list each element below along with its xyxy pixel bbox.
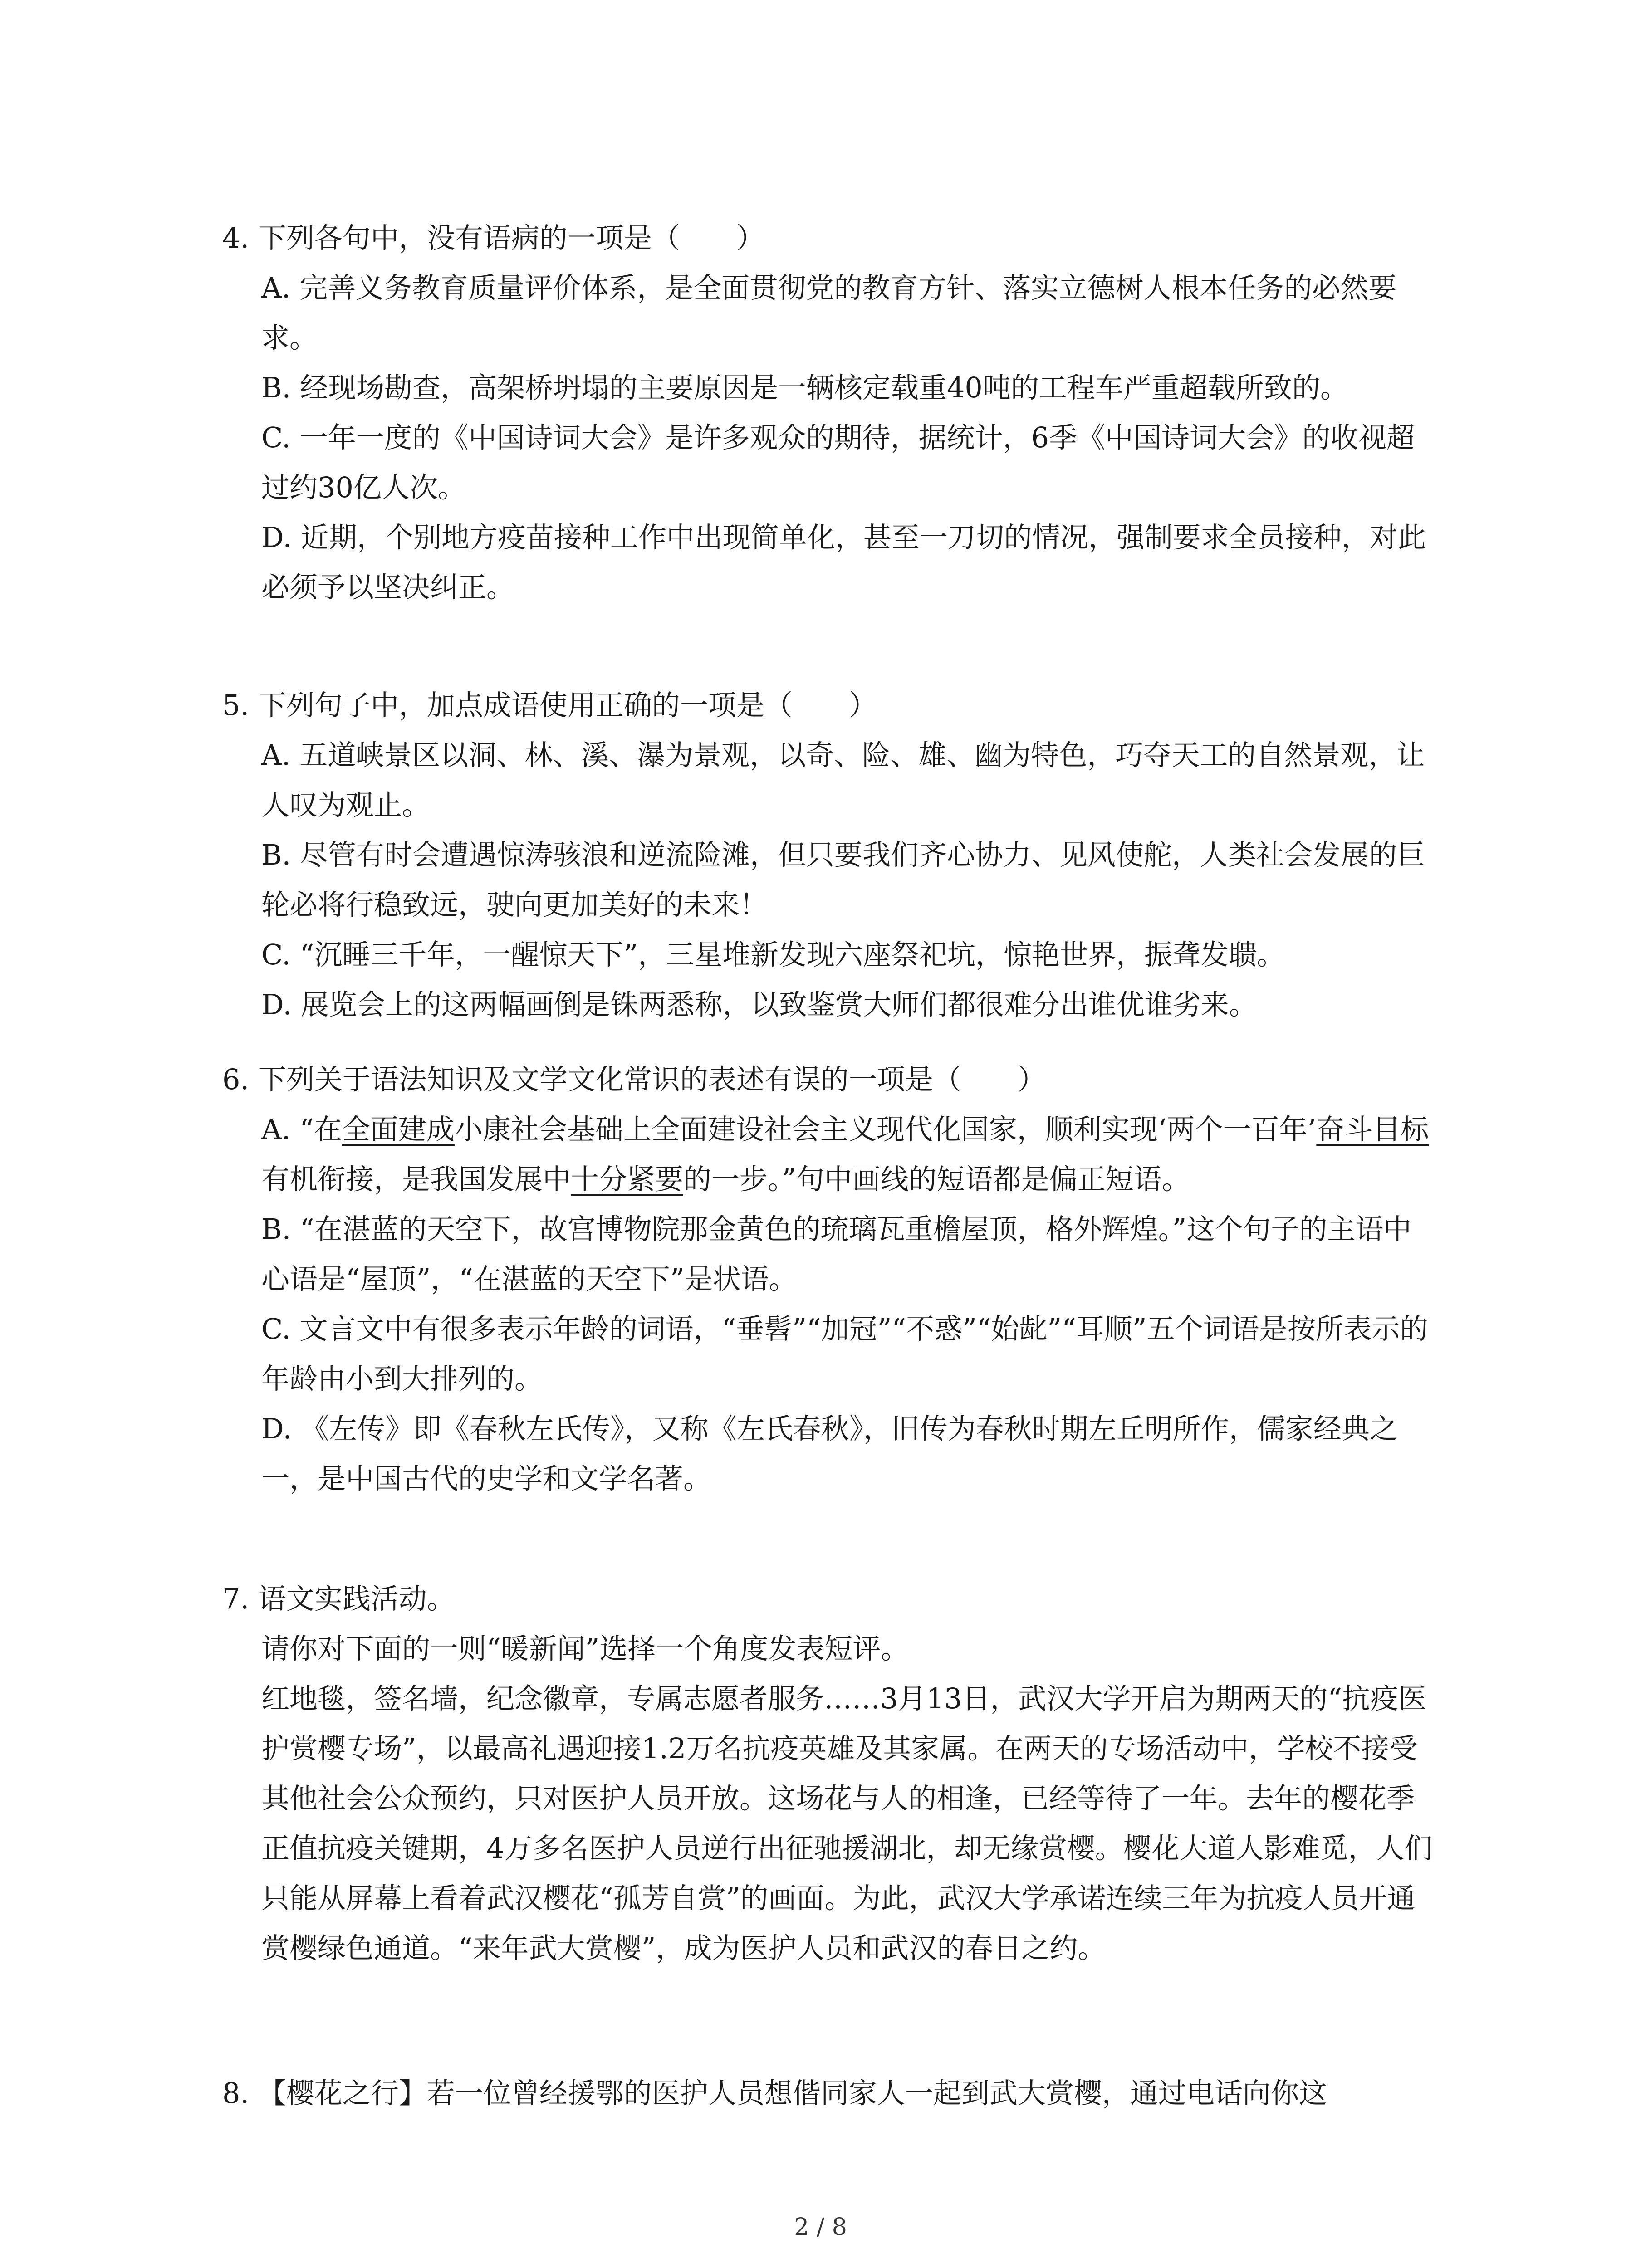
question-4-option-b: B. 经现场勘查，高架桥坍塌的主要原因是一辆核定载重40吨的工程车严重超载所致的。 <box>261 371 1348 404</box>
question-5-option-d: D. 展览会上的这两幅画倒是铢两悉称，以致鉴赏大师们都很难分出谁优谁劣来。 <box>261 988 1257 1021</box>
question-6 <box>222 1055 1438 1504</box>
option-a-text-1: A. “在 <box>261 1113 342 1146</box>
question-8-stem: 8. 【樱花之行】若一位曾经援鄂的医护人员想偕同家人一起到武大赏樱，通过电话向你这 <box>222 2077 1327 2110</box>
question-7-prompt: 请你对下面的一则“暖新闻”选择一个角度发表短评。 <box>261 1632 909 1665</box>
question-4-option-c: C. 一年一度的《中国诗词大会》是许多观众的期待，据统计，6季《中国诗词大会》的收视超过约30亿人次。 <box>261 421 1415 504</box>
question-4-stem: 4. 下列各句中，没有语病的一项是（ ） <box>222 221 764 254</box>
question-4-options <box>222 263 1438 612</box>
question-7-passage: 红地毯，签名墙，纪念徽章，专属志愿者服务……3月13日，武汉大学开启为期两天的“抗疫医护赏樱专场”，以最高礼遇迎接1.2万名抗疫英雄及其家属。在两天的专场活动中，学校不接受其他社会公众预约，只对医护人员开放。这场花与人的相逢，已经等待了一年。去年的樱花季正值抗疫关键期，4万多名医护人员逆行出征驰援湖北，却无缘赏樱。樱花大道人影难觅，人们只能从屏幕上看着武汉樱花“孤芳自赏”的画面。为此，武汉大学承诺连续三年为抗疫人员开通赏樱绿色通道。“来年武大赏樱”，成为医护人员和武汉的春日之约。 <box>261 1682 1433 1965</box>
question-4-option-a: A. 完善义务教育质量评价体系，是全面贯彻党的教育方针、落实立德树人根本任务的必然要求。 <box>261 271 1397 354</box>
question-7-body <box>222 1624 1438 1973</box>
question-7 <box>222 1574 1438 1973</box>
question-6-option-a <box>261 1105 1438 1204</box>
page-number: 2 / 8 <box>794 2214 847 2241</box>
option-a-text-4: 的一步。”句中画线的短语都是偏正短语。 <box>683 1163 1190 1196</box>
question-6-option-c: C. 文言文中有很多表示年龄的词语，“垂髫”“加冠”“不惑”“始龀”“耳顺”五个词语是按所表示的年龄由小到大排列的。 <box>261 1312 1428 1395</box>
question-5-stem: 5. 下列句子中，加点成语使用正确的一项是（ ） <box>222 689 877 722</box>
option-a-text-3: 有机衔接，是我国发展中 <box>261 1163 571 1196</box>
question-6-option-d: D. 《左传》即《春秋左氏传》，又称《左氏春秋》，旧传为春秋时期左丘明所作，儒家经典之一，是中国古代的史学和文学名著。 <box>261 1412 1398 1495</box>
question-8 <box>222 2068 1438 2118</box>
question-5-option-a: A. 五道峡景区以洞、林、溪、瀑为景观，以奇、险、雄、幽为特色，巧夺天工的自然景观，让人叹为观止。 <box>261 738 1425 821</box>
question-6-option-b: B. “在湛蓝的天空下，故宫博物院那金黄色的琉璃瓦重檐屋顶，格外辉煌。”这个句子的主语中心语是“屋顶”，“在湛蓝的天空下”是状语。 <box>261 1212 1412 1295</box>
question-6-stem: 6. 下列关于语法知识及文学文化常识的表述有误的一项是（ ） <box>222 1063 1046 1096</box>
option-a-text-2: 小康社会基础上全面建设社会主义现代化国家，顺利实现‘两个一百年’ <box>454 1113 1317 1146</box>
question-5 <box>222 680 1438 1030</box>
underlined-phrase-1: 全面建成 <box>342 1113 455 1146</box>
underlined-phrase-3: 十分紧要 <box>571 1163 684 1196</box>
question-5-option-b: B. 尽管有时会遭遇惊涛骇浪和逆流险滩，但只要我们齐心协力、见风使舵，人类社会发展的巨轮必将行稳致远，驶向更加美好的未来！ <box>261 838 1425 921</box>
underlined-phrase-2: 奋斗目标 <box>1316 1113 1429 1146</box>
question-6-options <box>222 1105 1438 1504</box>
question-4-option-d: D. 近期，个别地方疫苗接种工作中出现简单化，甚至一刀切的情况，强制要求全员接种，对此必须予以坚决纠正。 <box>261 521 1426 604</box>
question-5-options <box>222 730 1438 1030</box>
question-5-option-c: C. “沉睡三千年，一醒惊天下”，三星堆新发现六座祭祀坑，惊艳世界，振聋发聩。 <box>261 938 1285 971</box>
question-7-stem: 7. 语文实践活动。 <box>222 1582 455 1615</box>
question-4 <box>222 213 1438 612</box>
